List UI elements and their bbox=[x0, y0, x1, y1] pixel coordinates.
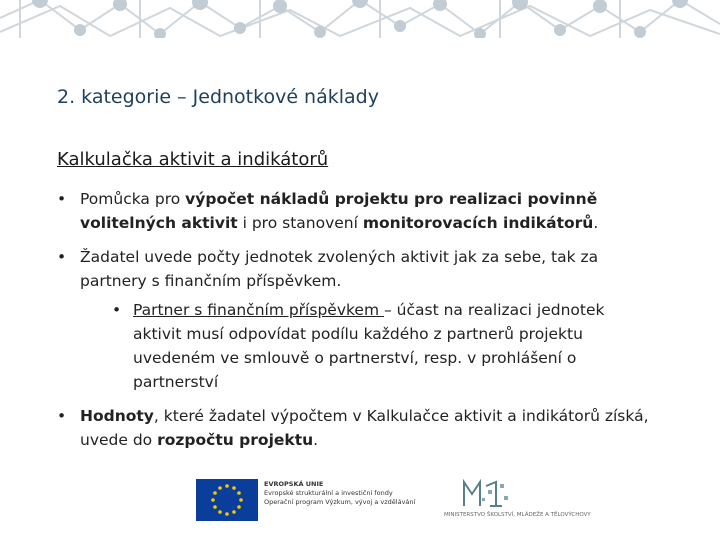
eu-program-text bbox=[264, 480, 415, 507]
msmt-logo bbox=[444, 476, 591, 524]
bullet-item-partner bbox=[112, 298, 632, 394]
text-emphasis: Hodnoty bbox=[80, 407, 154, 425]
bullet-marker: • bbox=[57, 407, 67, 425]
bullet-marker: • bbox=[57, 190, 67, 208]
msmt-caption: MINISTERSTVO ŠKOLSTVÍ, MLÁDEŽE A TĚLOVÝCHOVY bbox=[444, 512, 591, 518]
msmt-emblem-icon bbox=[444, 476, 534, 512]
header-pattern-icon bbox=[0, 0, 720, 38]
text-run: Pomůcka pro bbox=[80, 190, 186, 208]
text-run: , které žadatel výpočtem v Kalkulačce aktivit a indikátorů získá, uvede do bbox=[80, 407, 649, 449]
eu-line-2: Evropské strukturální a investiční fondy bbox=[264, 489, 393, 497]
text-emphasis: monitorovacích indikátorů bbox=[362, 214, 594, 232]
text-underlined: Partner s finančním příspěvkem bbox=[133, 301, 384, 319]
text-emphasis: výpočet nákladů projektu pro realizaci povinně volitelných aktivit bbox=[80, 190, 598, 232]
text-run: . bbox=[313, 431, 319, 449]
header-decoration bbox=[0, 0, 720, 38]
bullet-text bbox=[57, 187, 667, 235]
bullet-text bbox=[57, 404, 667, 452]
text-emphasis: rozpočtu projektu bbox=[157, 431, 314, 449]
text-run: i pro stanovení bbox=[237, 214, 363, 232]
slide-title: 2. kategorie – Jednotkové náklady bbox=[57, 86, 379, 108]
eu-line-1: EVROPSKÁ UNIE bbox=[264, 480, 324, 488]
bullet-text: Žadatel uvede počty jednotek zvolených aktivit jak za sebe, tak za partnery s finančním příspěvkem. bbox=[80, 248, 599, 290]
bullet-item-tool bbox=[57, 187, 667, 235]
footer-logos bbox=[196, 476, 591, 524]
text-run: – účast na realizaci jednotek aktivit musí odpovídat podílu každého z partnerů projektu uvedeném ve smlouvě o partnerství, resp. v prohlášení o partnerství bbox=[133, 301, 605, 391]
bullet-text bbox=[112, 298, 632, 394]
bullet-item-applicant bbox=[57, 245, 667, 293]
section-heading: Kalkulačka aktivit a indikátorů bbox=[57, 149, 329, 170]
bullet-marker: • bbox=[57, 248, 67, 266]
text-run: . bbox=[593, 214, 599, 232]
eu-line-3: Operační program Výzkum, vývoj a vzdělávání bbox=[264, 498, 416, 506]
eu-flag-icon bbox=[196, 479, 258, 521]
bullet-item-values bbox=[57, 404, 667, 452]
bullet-marker: • bbox=[112, 301, 122, 319]
